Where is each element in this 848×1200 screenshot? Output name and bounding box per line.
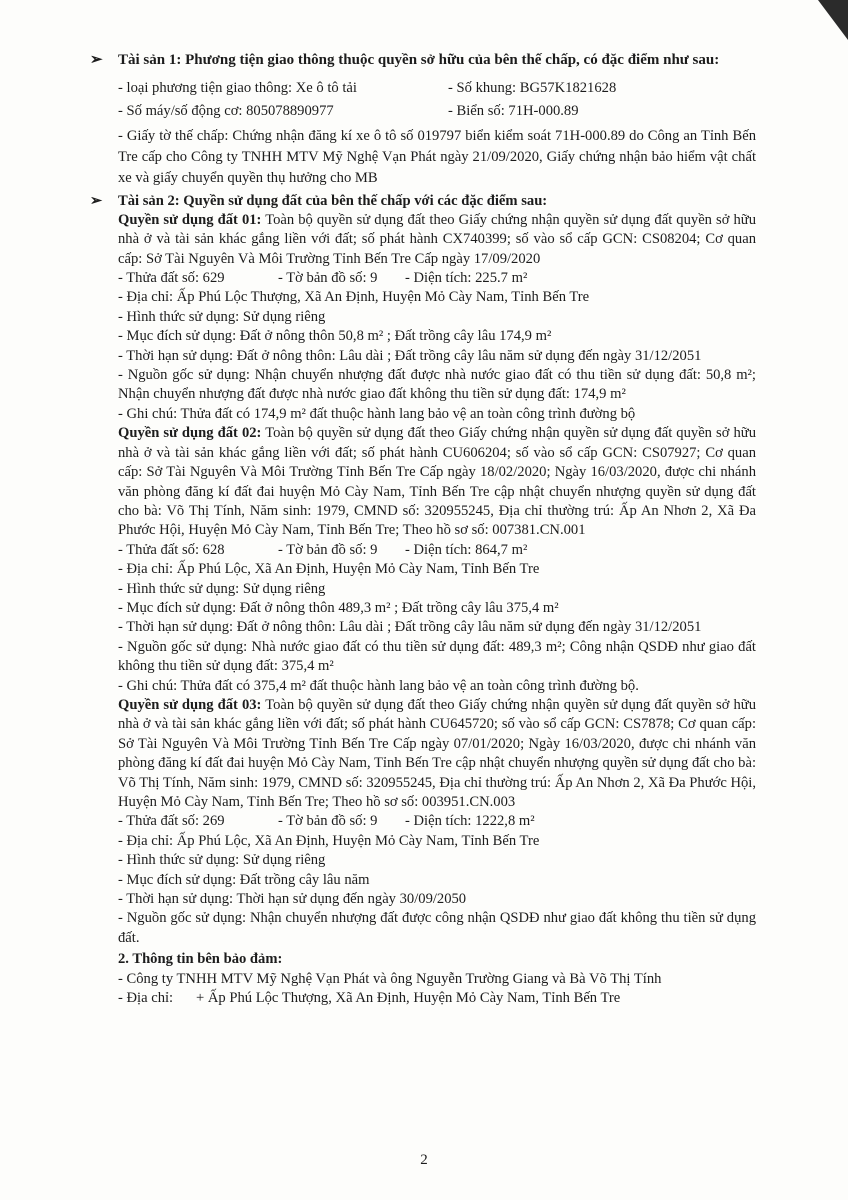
- land1-area: - Diện tích: 225.7 m²: [405, 270, 528, 287]
- page-number: 2: [420, 1152, 428, 1168]
- section2-title: 2. Thông tin bên bảo đảm:: [118, 951, 283, 968]
- land1-heading: Quyền sử dụng đất 01:: [118, 211, 262, 228]
- section2-party: - Công ty TNHH MTV Mỹ Nghệ Vạn Phát và ông Nguyễn Trường Giang và Bà Võ Thị Tính: [118, 970, 662, 987]
- land3-purpose: - Mục đích sử dụng: Đất trồng cây lâu năm: [118, 871, 370, 888]
- section2-address-row: [118, 989, 756, 1008]
- land3-address: - Địa chỉ: Ấp Phú Lộc, Xã An Định, Huyện Mỏ Cày Nam, Tỉnh Bến Tre: [118, 832, 540, 849]
- asset2-heading: [90, 192, 756, 211]
- land3-heading: Quyền sử dụng đất 03:: [118, 696, 262, 713]
- land1-map: - Tờ bản đồ số: 9: [278, 270, 378, 287]
- land3-desc: Toàn bộ quyền sử dụng đất theo Giấy chứng nhận quyền sử dụng đất quyền sở hữu nhà ở và tài sản khác gắng liền với đất; số phát hành CU645720; số vào sổ cấp GCN: CS7878; Cơ quan cấp: Sở Tài Nguyên Và Môi Trường Tỉnh Bến Tre Cấp ngày 07/01/2020; Ngày 16/03/2020, được chi nhánh văn phòng đăng kí đất đai huyện Mỏ Cày Nam, Tỉnh Bến Tre cập nhật chuyển nhượng quyền sử dụng đất cho bà: Võ Thị Tính, Năm sinh: 1979, CMND số: 320955245, Địa chỉ thường trú: Ấp An Nhơn 2, Xã Đa Phước Hội, Huyện Mỏ Cày Nam, Tỉnh Bến Tre; Theo hồ sơ số: 003951.CN.003: [118, 696, 756, 810]
- land3-description: [118, 696, 756, 812]
- arrow-bullet-icon: ➢: [90, 52, 103, 68]
- asset2-title: Tài sản 2: Quyền sử dụng đất của bên thế chấp với các đặc điểm sau:: [118, 192, 548, 209]
- vehicle-type: - loại phương tiện giao thông: Xe ô tô tải: [118, 80, 357, 96]
- asset1-title: Tài sản 1: Phương tiện giao thông thuộc quyền sở hữu của bên thế chấp, có đặc điểm như sau:: [118, 52, 720, 68]
- land2-desc: Toàn bộ quyền sử dụng đất theo Giấy chứng nhận quyền sử dụng đất quyền sở hữu nhà ở và tài sản khác gắng liền với đất; số phát hành CU606204; số vào sổ cấp GCN: CS07927; Cơ quan cấp: Sở Tài Nguyên Và Môi Trường Tỉnh Bến Tre Cấp ngày 18/02/2020; Ngày 16/03/2020, được chi nhánh văn phòng đăng kí đất đai huyện Mỏ Cày Nam, Tỉnh Bến Tre cập nhật chuyển nhượng quyền sử dụng đất cho bà: Võ Thị Tính, Năm sinh: 1979, CMND số: 320955245, Địa chỉ thường trú: Ấp An Nhơn 2, Xã Đa Phước Hội, Huyện Mỏ Cày Nam, Tỉnh Bến Tre; Theo hồ sơ số: 007381.CN.001: [118, 425, 756, 539]
- land2-purpose: - Mục đích sử dụng: Đất ở nông thôn 489,3 m² ; Đất trồng cây lâu 375,4 m²: [118, 599, 559, 616]
- section2-address-value: + Ấp Phú Lộc Thượng, Xã An Định, Huyện Mỏ Cày Nam, Tỉnh Bến Tre: [196, 990, 621, 1007]
- plate-number: - Biển số: 71H-000.89: [448, 103, 579, 120]
- land3-area: - Diện tích: 1222,8 m²: [405, 813, 535, 830]
- land1-desc: Toàn bộ quyền sử dụng đất theo Giấy chứng nhận quyền sử dụng đất quyền sở hữu nhà ở và tài sản khác gắng liền với đất; số phát hành CX740399; số vào sổ cấp GCN: CS08204; Cơ quan cấp: Sở Tài Nguyên Và Môi Trường Tỉnh Bến Tre Cấp ngày 17/09/2020: [118, 211, 756, 267]
- land1-form: - Hình thức sử dụng: Sử dụng riêng: [118, 308, 326, 325]
- land1-parcel-row: [118, 269, 756, 288]
- land3-origin: - Nguồn gốc sử dụng: Nhận chuyển nhượng đất được công nhận QSDĐ như giao đất không thu tiền sử dụng đất.: [118, 910, 756, 946]
- land3-map: - Tờ bản đồ số: 9: [278, 813, 378, 830]
- land2-parcel: - Thửa đất số: 628: [118, 541, 225, 558]
- scan-corner-shadow: [798, 0, 848, 40]
- document-body: [90, 42, 756, 1008]
- land1-origin: - Nguồn gốc sử dụng: Nhận chuyển nhượng đất được nhà nước giao đất có thu tiền sử dụng đất: 50,8 m²; Nhận chuyển nhượng đất được nhà nước giao đất không thu tiền sử dụng đất: 174,9 m²: [118, 367, 756, 403]
- frame-number: - Số khung: BG57K1821628: [448, 80, 617, 96]
- land2-description: [118, 424, 756, 540]
- land2-address: - Địa chỉ: Ấp Phú Lộc, Xã An Định, Huyện Mỏ Cày Nam, Tỉnh Bến Tre: [118, 561, 540, 578]
- land1-address: - Địa chỉ: Ấp Phú Lộc Thượng, Xã An Định, Huyện Mỏ Cày Nam, Tỉnh Bến Tre: [118, 289, 590, 306]
- land2-term: - Thời hạn sử dụng: Đất ở nông thôn: Lâu dài ; Đất trồng cây lâu năm sử dụng đến ngày 31/12/2051: [118, 619, 702, 636]
- asset1-papers: - Giấy tờ thế chấp: Chứng nhận đăng kí xe ô tô số 019797 biển kiểm soát 71H-000.89 do Công an Tỉnh Bến Tre cấp cho Công ty TNHH MTV Mỹ Nghệ Vạn Phát ngày 21/09/2020, Giấy chứng nhận bảo hiểm vật chất xe và giấy chuyển quyền thụ hưởng cho MB: [118, 127, 756, 186]
- land2-map: - Tờ bản đồ số: 9: [278, 541, 378, 558]
- land1-note: - Ghi chú: Thửa đất có 174,9 m² đất thuộc hành lang bảo vệ an toàn công trình đường bộ: [118, 405, 636, 422]
- asset1-heading: [90, 50, 756, 71]
- engine-number: - Số máy/số động cơ: 805078890977: [118, 103, 334, 120]
- land1-parcel: - Thửa đất số: 629: [118, 270, 225, 287]
- land1-purpose: - Mục đích sử dụng: Đất ở nông thôn 50,8 m² ; Đất trồng cây lâu 174,9 m²: [118, 328, 552, 345]
- land2-note: - Ghi chú: Thửa đất có 375,4 m² đất thuộc hành lang bảo vệ an toàn công trình đường bộ.: [118, 677, 639, 694]
- land3-parcel: - Thửa đất số: 269: [118, 813, 225, 830]
- section2-address-label: - Địa chỉ:: [118, 990, 174, 1007]
- asset1-type-row: [118, 79, 756, 98]
- land2-heading: Quyền sử dụng đất 02:: [118, 425, 262, 442]
- land2-parcel-row: [118, 541, 756, 560]
- land2-area: - Diện tích: 864,7 m²: [405, 541, 528, 558]
- land1-term: - Thời hạn sử dụng: Đất ở nông thôn: Lâu dài ; Đất trồng cây lâu năm sử dụng đến ngày 31/12/2051: [118, 347, 702, 364]
- land2-origin: - Nguồn gốc sử dụng: Nhà nước giao đất có thu tiền sử dụng đất: 489,3 m²; Công nhận QSDĐ như giao đất không thu tiền sử dụng đất: 375,4 m²: [118, 638, 756, 675]
- land1-description: [118, 211, 756, 269]
- asset1-engine-row: [118, 102, 756, 121]
- land3-form: - Hình thức sử dụng: Sử dụng riêng: [118, 852, 326, 869]
- land3-parcel-row: [118, 812, 756, 831]
- arrow-bullet-icon: ➢: [90, 192, 103, 209]
- land3-term: - Thời hạn sử dụng: Thời hạn sử dụng đến ngày 30/09/2050: [118, 891, 467, 908]
- land2-form: - Hình thức sử dụng: Sử dụng riêng: [118, 580, 326, 597]
